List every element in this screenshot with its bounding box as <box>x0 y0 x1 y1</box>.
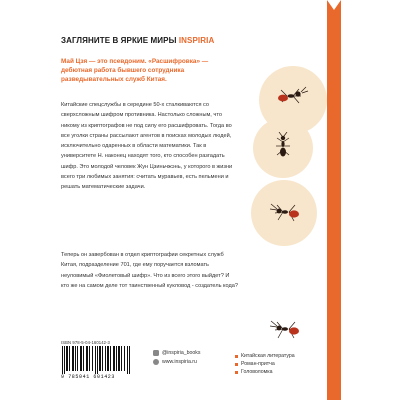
bullet-square-icon <box>235 355 238 358</box>
social-label: www.inspiria.ru <box>162 358 197 365</box>
series-heading <box>61 36 301 45</box>
ant-illustration-1 <box>275 82 309 112</box>
social-links <box>153 348 233 366</box>
spine-notch <box>327 0 341 10</box>
description-paragraph-2: Теперь он завербован в отдел криптографии секретных служб Китая, подразделение 701, где ему поручается взломать неуловимый «Фиолетовый шифр». Что из всего этого выйдет? И кто же на самом деле тот таинственный кукловод - создатель кода? <box>61 252 239 289</box>
series-prefix: ЗАГЛЯНИТЕ В ЯРКИЕ МИРЫ <box>61 36 177 45</box>
series-brand: INSPIRIA <box>178 36 215 45</box>
ant-illustration-3 <box>269 198 303 228</box>
category-label: Роман-притча <box>241 361 275 367</box>
social-item-instagram <box>153 348 233 357</box>
description-paragraph-1: Китайские спецслужбы в середине 50-х сталкиваются со сверхсложным шифром противника. Настолько сложным, что никому из криптографов не под силу его расшифровать. Тогда во все уголки страны рассылают агентов в поисках молодых людей, исключительно одаренных в области математики. Так в университете Н. наконец находят того, кто способен разгадать шифр. Это молодой человек Жун Цзиньчжэнь, у которого в жизни всего три любимых занятия: считать муравьев, есть пельмени и решать математические задачи. <box>61 102 233 191</box>
category-label: Головоломка <box>241 369 273 375</box>
instagram-icon <box>153 350 159 356</box>
isbn-text: ISBN 978-5-04-160142-3 <box>61 340 110 345</box>
spine-edge <box>327 0 341 400</box>
ant-illustration-2 <box>269 132 297 162</box>
category-item <box>235 352 325 360</box>
ant-illustration-4 <box>269 314 303 344</box>
category-label: Китайская литература <box>241 353 295 359</box>
barcode-block <box>61 340 147 380</box>
book-back-cover <box>55 0 341 400</box>
barcode-number: 9 785041 601423 <box>61 374 116 380</box>
category-item <box>235 368 325 376</box>
social-item-web <box>153 357 233 366</box>
category-item <box>235 360 325 368</box>
social-label: @inspiria_books <box>162 349 201 356</box>
lead-text: Май Цзя — это псевдоним. «Расшифровка» — дебютная работа бывшего сотрудника разведывательных служб Китая. <box>61 58 209 84</box>
bullet-square-icon <box>235 371 238 374</box>
web-icon <box>153 359 159 365</box>
bullet-square-icon <box>235 363 238 366</box>
barcode-image <box>61 346 131 374</box>
category-list <box>235 352 325 376</box>
